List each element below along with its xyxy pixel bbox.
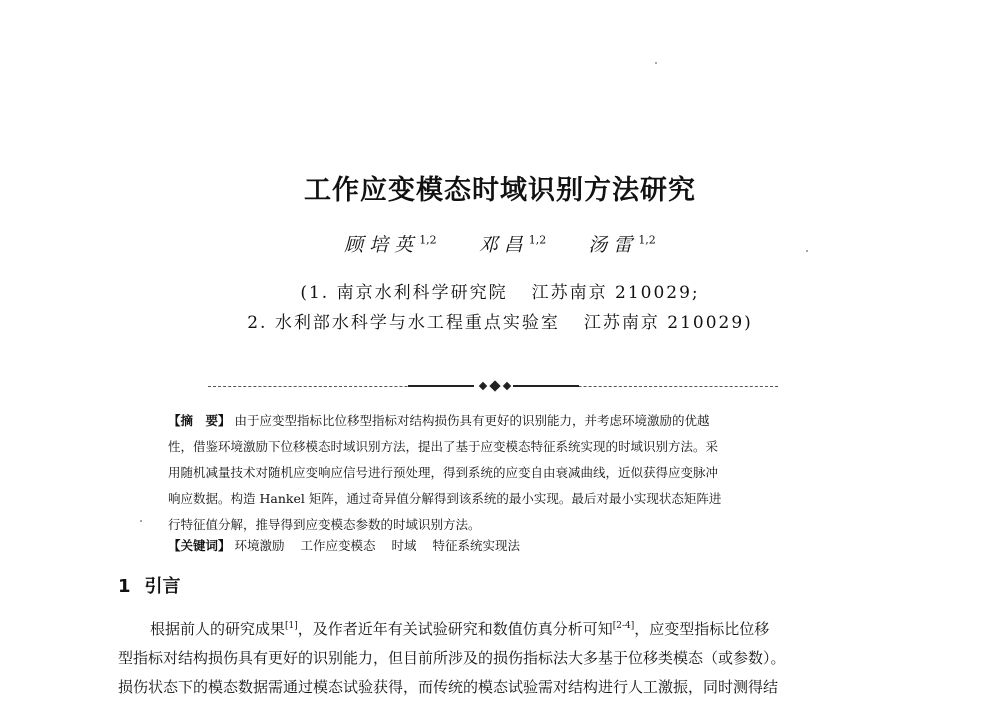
affiliation-1-location: 江苏南京 210029;: [531, 283, 700, 303]
section-heading: [118, 572, 181, 598]
body-line: 型指标对结构损伤具有更好的识别能力，但目前所涉及的损伤指标法大多基于位移类模态（或参数）。: [118, 649, 786, 667]
keyword: 环境激励: [234, 538, 285, 553]
body-line: [118, 612, 888, 644]
citation[interactable]: [2-4]: [612, 621, 635, 631]
divider-diamond-icon: [489, 380, 500, 391]
body-text-segment: 根据前人的研究成果: [150, 620, 286, 638]
scan-speck: [140, 520, 142, 522]
body-text-segment: ，应变型指标比位移: [634, 620, 770, 638]
citation[interactable]: [1]: [285, 621, 298, 631]
author-name: 汤雷: [588, 234, 639, 256]
affiliation-1-institute: (1. 南京水利科学研究院: [300, 283, 508, 303]
body-text-segment: ，及作者近年有关试验研究和数值仿真分析可知: [297, 620, 613, 638]
keyword: 时域: [391, 538, 417, 553]
author-name: 邓昌: [478, 234, 529, 256]
body-paragraph: [118, 612, 888, 702]
abstract-label: 【摘 要】: [168, 413, 231, 428]
section-title: 引言: [144, 576, 181, 597]
abstract-line: 用随机减量技术对随机应变响应信号进行预处理，得到系统的应变自由衰减曲线，近似获得应变脉冲: [168, 465, 719, 480]
abstract-line: [168, 408, 833, 434]
abstract-text: 由于应变型指标比位移型指标对结构损伤具有更好的识别能力，并考虑环境激励的优越: [234, 413, 710, 428]
author-affiliation-mark: 1,2: [638, 233, 656, 247]
affiliation-line-1: [0, 278, 1000, 303]
author-list: [0, 230, 1000, 257]
author-name: 顾培英: [344, 234, 420, 256]
keyword: 工作应变模态: [300, 538, 376, 553]
author-affiliation-mark: 1,2: [419, 233, 437, 247]
divider-solid-right: [513, 385, 579, 387]
abstract-line: 响应数据。构造 Hankel 矩阵，通过奇异值分解得到该系统的最小实现。最后对最小实现状态矩阵进: [168, 491, 722, 506]
affiliation-2-location: 江苏南京 210029): [583, 313, 753, 333]
abstract-line: 性，借鉴环境激励下位移模态时域识别方法，提出了基于应变模态特征系统实现的时域识别方法。采: [168, 439, 719, 454]
section-divider: [208, 382, 778, 392]
author-affiliation-mark: 1,2: [528, 233, 547, 247]
author-tang: [588, 230, 656, 257]
keyword: 特征系统实现法: [432, 538, 521, 553]
affiliation-2-institute: 2. 水利部水科学与水工程重点实验室: [247, 313, 560, 333]
affiliation-line-2: [0, 308, 1000, 333]
body-line: 损伤状态下的模态数据需通过模态试验获得，而传统的模态试验需对结构进行人工激振，同时测得结: [118, 678, 779, 696]
divider-solid-left: [408, 385, 474, 387]
scan-speck: [806, 250, 808, 252]
author-deng: [479, 230, 547, 257]
keywords-label: 【关键词】: [168, 538, 231, 553]
author-gu: [344, 230, 437, 257]
paper-title: 工作应变模态时域识别方法研究: [304, 175, 696, 206]
abstract-line: 行特征值分解，推导得到应变模态参数的时域识别方法。: [168, 517, 481, 532]
divider-diamond-icon: [479, 382, 487, 390]
section-number: 1: [118, 576, 131, 597]
abstract: [168, 408, 833, 538]
scan-speck: [655, 62, 657, 64]
divider-diamond-icon: [503, 382, 511, 390]
keywords: [168, 536, 532, 554]
